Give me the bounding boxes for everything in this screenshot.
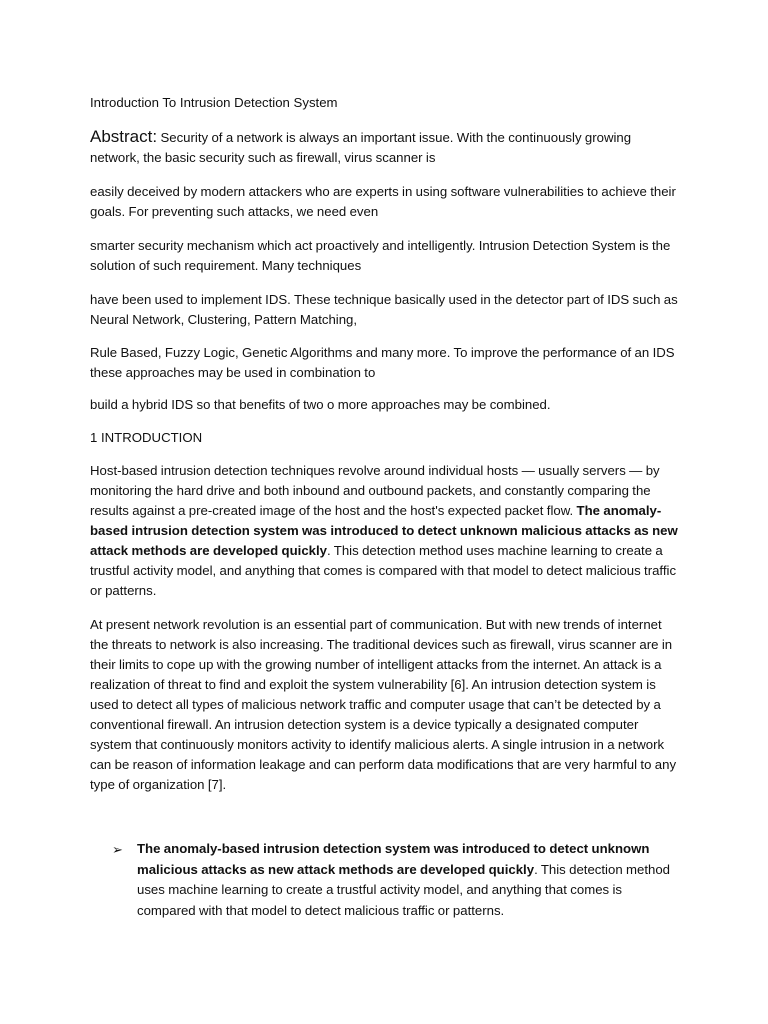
intro-paragraph-1-text: Host-based intrusion detection techniques revolve around individual hosts — usually servers — by monitoring the hard drive and both inbound and outbound packets, and constantly comparing the results against a pre-created image of the host and the host's expected packet flow. [90, 463, 660, 518]
abstract-paragraph-3: smarter security mechanism which act proactively and intelligently. Intrusion Detection System is the solution of such requirement. Many techniques [90, 238, 671, 273]
intro-paragraph-1-tail: . This detection method uses machine learning to create a trustful activity model, and anything that comes is compared with that model to detect malicious traffic or patterns. [90, 543, 677, 598]
arrow-bullet-icon: ➢ [112, 842, 123, 857]
abstract-line-1: Security of a network is always an important issue. With the continuously growing network, the basic security such as firewall, virus scanner is [90, 130, 632, 165]
abstract-paragraph-1 [90, 127, 680, 168]
abstract-paragraph-5: Rule Based, Fuzzy Logic, Genetic Algorithms and many more. To improve the performance of an IDS these approaches may be used in combination to [90, 345, 675, 380]
intro-paragraph-1-bold: The anomaly-based intrusion detection system was introduced to detect unknown malicious attacks as new attack methods are developed quickly [90, 503, 678, 558]
document-page [90, 0, 680, 1024]
bullet-text-tail: . This detection method uses machine learning to create a trustful activity model, and anything that comes is compared with that model to detect malicious traffic or patterns. [137, 861, 671, 918]
document-title: Introduction To Intrusion Detection System [90, 95, 338, 110]
intro-paragraph-2: At present network revolution is an essential part of communication. But with new trends of internet the threats to network is also increasing. The traditional devices such as firewall, virus scanner are in their limits to cope up with the growing number of intelligent attacks from the internet. An attack is a realization of threat to find and exploit the system vulnerability [6]. An intrusion detection system is used to detect all types of malicious network traffic and computer usage that can’t be detected by a conventional firewall. An intrusion detection system is a device typically a designated computer system that continuously monitors activity to identify malicious alerts. A single intrusion in a network can be reason of information leakage and can perform data modifications that are very harmful to any type of organization [7]. [90, 617, 677, 792]
intro-paragraph-1 [90, 461, 680, 601]
abstract-heading: Abstract: [90, 127, 158, 146]
bullet-text [137, 839, 682, 921]
abstract-paragraph-4: have been used to implement IDS. These technique basically used in the detector part of IDS such as Neural Network, Clustering, Pattern Matching, [90, 292, 678, 327]
abstract-paragraph-6: build a hybrid IDS so that benefits of two o more approaches may be combined. [90, 397, 551, 412]
bullet-text-bold: The anomaly-based intrusion detection system was introduced to detect unknown malicious attacks as new attack methods are developed quickly [137, 841, 650, 877]
abstract-paragraph-2: easily deceived by modern attackers who are experts in using software vulnerabilities to achieve their goals. For preventing such attacks, we need even [90, 184, 676, 219]
section-heading-introduction: 1 INTRODUCTION [90, 430, 203, 445]
